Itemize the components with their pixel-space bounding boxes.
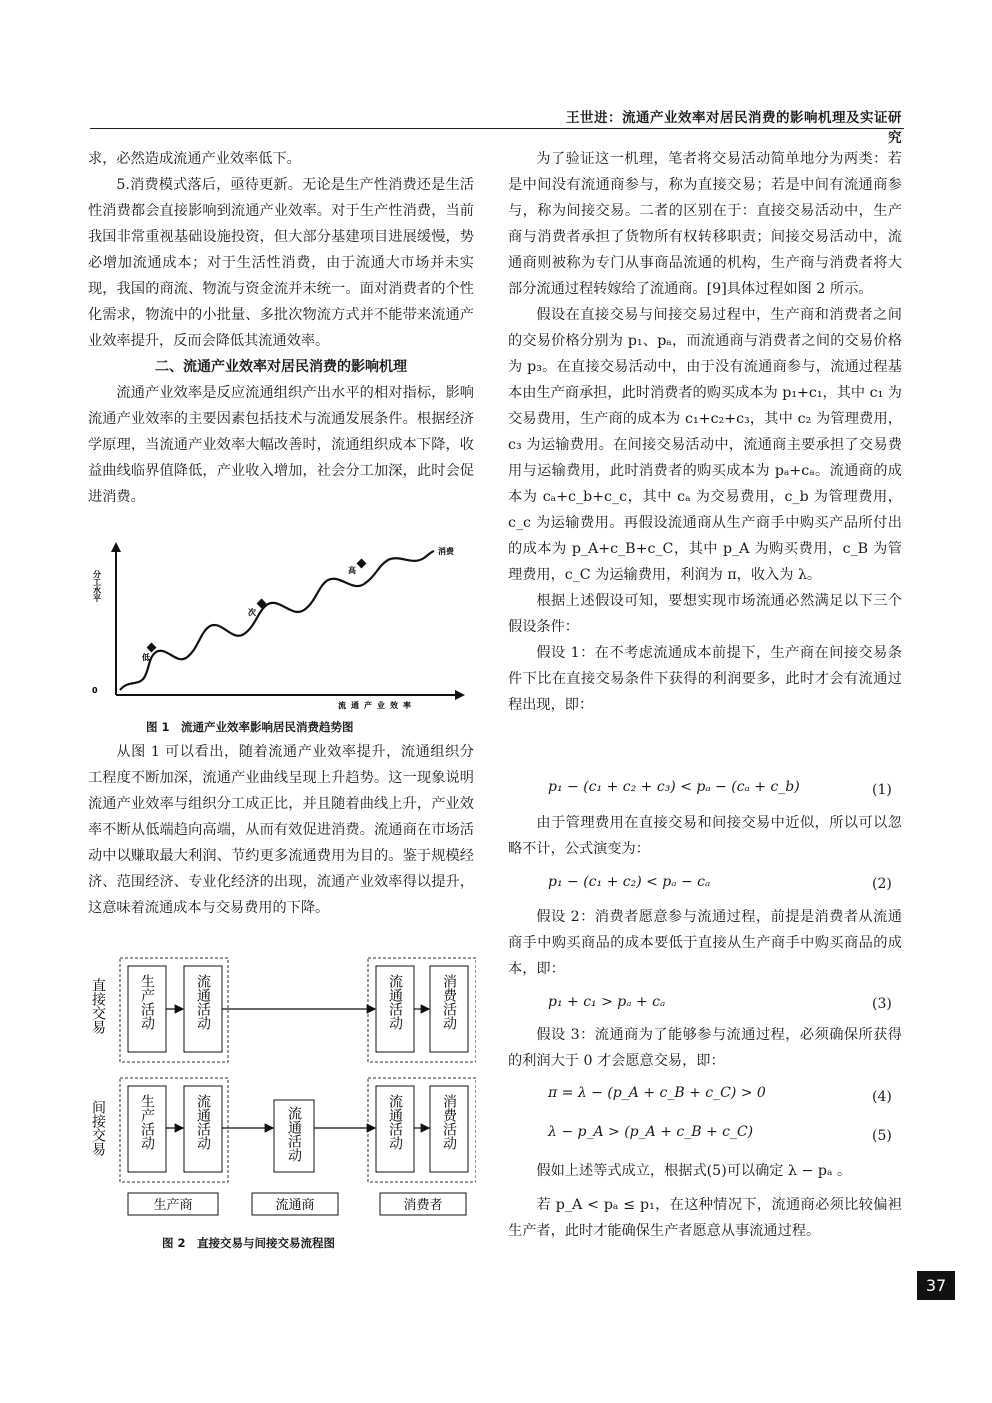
point-label-low: 低	[142, 653, 150, 662]
equation-3: p₁ + c₁ > pₐ + cₐ	[548, 994, 666, 1010]
section-heading: 二、流通产业效率对居民消费的影响机理	[155, 359, 407, 375]
consumption-curve	[120, 551, 434, 690]
row-label-indirect: 间接交易	[90, 1100, 106, 1156]
header-rule	[90, 128, 904, 129]
equation-number: (1)	[872, 782, 892, 798]
group-producer-direct	[120, 958, 228, 1062]
curve-label: 消费	[438, 547, 454, 556]
label-circulation: 流通活动	[195, 974, 211, 1030]
paragraph: 假设 1：在不考虑流通成本前提下，生产商在间接交易条件下比在直接交易条件下获得的利润要多，此时才会有流通过程出现，即：	[508, 645, 902, 713]
right-column-block	[508, 1022, 902, 1074]
x-axis-label: 流通产业效率	[338, 701, 416, 710]
right-column-block	[508, 1158, 902, 1244]
label-circulation: 流通活动	[195, 1094, 211, 1150]
group-consumer-direct	[368, 958, 476, 1062]
paragraph: 5.消费模式落后，亟待更新。无论是生产性消费还是生活性消费都会直接影响到流通产业效率。对于生产性消费，当前我国非常重视基础设施投资，但大部分基建项目进展缓慢，势必增加流通成本；对于生活性消费，由于流通大市场并未实现，我国的商流、物流与资金流并未统一。面对消费者的个性化需求，物流中的小批量、多批次物流方式并不能带来流通产业效率提升，反而会降低其流通效率。	[88, 177, 474, 349]
paragraph: 根据上述假设可知，要想实现市场流通必然满足以下三个假设条件：	[508, 593, 902, 635]
label-production: 生产活动	[139, 1094, 155, 1150]
paragraph: 从图 1 可以看出，随着流通产业效率提升，流通组织分工程度不断加深，流通产业曲线呈现上升趋势。这一现象说明流通产业效率与组织分工成正比，并且随着曲线上升，产业效率不断从低端趋向高端，从而有效促进消费。流通商在市场活动中以赚取最大利润、节约更多流通费用为目的。鉴于规模经济、范围经济、专业化经济的出现，流通产业效率得以提升，这意味着流通成本与交易费用的下降。	[88, 744, 474, 916]
right-column-block	[508, 904, 902, 982]
row-label-direct: 直接交易	[90, 978, 106, 1034]
x-axis-arrow	[455, 690, 465, 700]
right-column	[508, 146, 902, 718]
data-point-marker	[147, 559, 367, 653]
paragraph: 假设在直接交易与间接交易过程中，生产商和消费者之间的交易价格分别为 p₁、pₐ，而流通商与消费者之间的交易价格为 p₃。在直接交易活动中，由于没有流通商参与，流通过程基本由生产商承担，此时消费者的购买成本为 p₁+c₁，其中 c₁ 为交易费用，生产商的成本为 c₁+c₂+c₃，其中 c₂ 为管理费用，c₃ 为运输费用。在间接交易活动中，流通商主要承担了交易费用与运输费用，此时消费者的购买成本为 pₐ+cₐ。流通商的成本为 cₐ+c_b+c_c，其中 cₐ 为交易费用，c_b 为管理费用，c_c 为运输费用。再假设流通商从生产商手中购买产品所付出的成本为 p_A+c_B+c_C，其中 p_A 为购买费用，c_B 为管理费用，c_C 为运输费用，利润为 π，收入为 λ。	[508, 307, 902, 583]
y-axis-label: 分工水平	[92, 570, 102, 602]
left-column	[88, 146, 474, 510]
equation-2: p₁ − (c₁ + c₂) < pₐ − cₐ	[548, 874, 711, 890]
equation-4: π = λ − (p_A + c_B + c_C) > 0	[548, 1085, 766, 1101]
figure-1-caption: 图 1 流通产业效率影响居民消费趋势图	[146, 720, 354, 734]
footer-distributor: 流通商	[275, 1198, 315, 1213]
paragraph: 为了验证这一机理，笔者将交易活动简单地分为两类：若是中间没有流通商参与，称为直接交易；若是中间有流通商参与，称为间接交易。二者的区别在于：直接交易活动中，生产商与消费者承担了货物所有权转移职责；间接交易活动中，流通商则被称为专门从事商品流通的机构，生产商与消费者将大部分流通过程转嫁给了流通商。[9]具体过程如图 2 所示。	[508, 151, 902, 297]
label-production: 生产活动	[139, 974, 155, 1030]
equation-number: (3)	[872, 996, 892, 1012]
label-consumption: 消费活动	[441, 1094, 457, 1150]
paragraph: 若 p_A < pₐ ≤ p₁，在这种情况下，流通商必须比较偏袒生产者，此时才能确保生产者愿意从事流通过程。	[508, 1197, 902, 1239]
paragraph: 假如上述等式成立，根据式(5)可以确定 λ − pₐ 。	[536, 1163, 852, 1179]
group-consumer-indirect	[368, 1078, 476, 1182]
right-column-block	[508, 810, 902, 862]
paragraph: 假设 2：消费者愿意参与流通过程，前提是消费者从流通商手中购买商品的成本要低于直接从生产商手中购买商品的成本，即：	[508, 909, 902, 977]
paragraph: 求，必然造成流通产业效率低下。	[88, 151, 301, 167]
label-consumption: 消费活动	[441, 974, 457, 1030]
paragraph: 流通产业效率是反应流通组织产出水平的相对指标，影响流通产业效率的主要因素包括技术与流通发展条件。根据经济学原理，当流通产业效率大幅改善时，流通组织成本下降，收益曲线临界值降低，产业收入增加，社会分工加深，此时会促进消费。	[88, 385, 474, 505]
point-label-high: 高	[348, 566, 356, 575]
footer-producer: 生产商	[153, 1198, 193, 1213]
equation-5: λ − p_A > (p_A + c_B + c_C)	[548, 1124, 754, 1140]
figure-2-caption: 图 2 直接交易与间接交易流程图	[162, 1236, 336, 1250]
page-number: 37	[917, 1271, 955, 1300]
label-circulation: 流通活动	[387, 974, 403, 1030]
label-circulation: 流通活动	[286, 1106, 302, 1162]
paragraph: 假设 3：流通商为了能够参与流通过程，必须确保所获得的利润大于 0 才会愿意交易，即：	[508, 1027, 902, 1069]
group-producer-indirect	[120, 1078, 228, 1182]
figure-1-trend-chart	[88, 540, 474, 712]
figure-2-flow-diagram	[88, 950, 476, 1220]
paragraph: 由于管理费用在直接交易和间接交易中近似，所以可以忽略不计，公式演变为：	[508, 815, 902, 857]
point-label-mid: 次	[248, 608, 256, 617]
running-header: 王世进：流通产业效率对居民消费的影响机理及实证研究	[566, 110, 902, 146]
origin-label: 0	[92, 686, 98, 695]
equation-1: p₁ − (c₁ + c₂ + c₃) < pₐ − (cₐ + c_b)	[548, 779, 800, 795]
equation-number: (5)	[872, 1128, 892, 1144]
footer-consumer: 消费者	[403, 1198, 443, 1213]
equation-number: (2)	[872, 876, 892, 892]
label-circulation: 流通活动	[387, 1094, 403, 1150]
y-axis-arrow	[111, 542, 121, 552]
equation-number: (4)	[872, 1089, 892, 1105]
left-column-continued	[88, 739, 474, 921]
